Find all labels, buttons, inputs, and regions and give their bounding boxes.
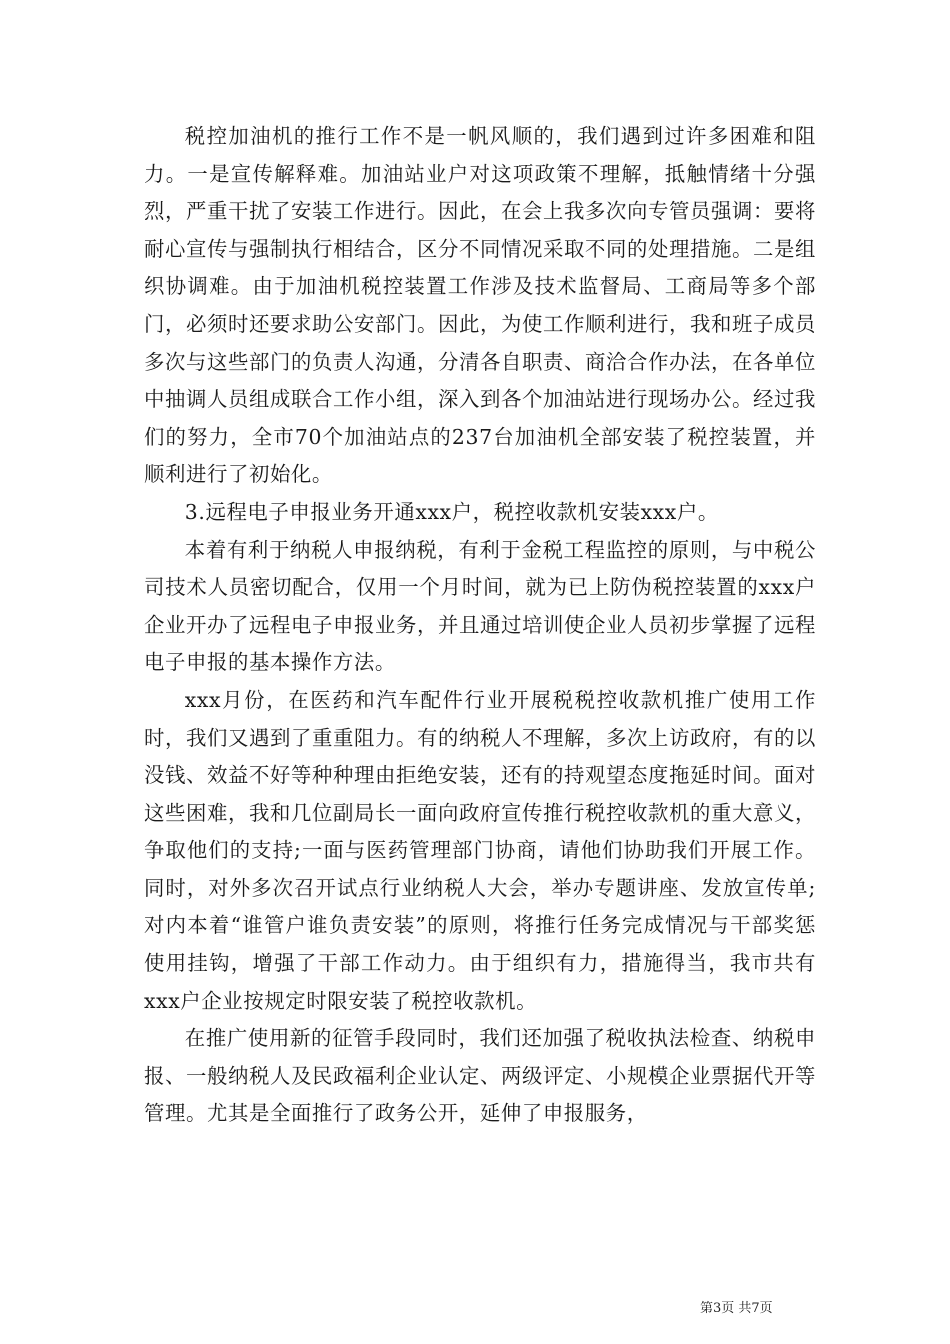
document-body [144, 118, 816, 1133]
paragraph-remote-e-filing: 本着有利于纳税人申报纳税，有利于金税工程监控的原则，与中税公司技术人员密切配合，仅用一个月时间，就为已上防伪税控装置的xxx户企业开办了远程电子申报业务，并且通过培训使企业人员初步掌握了远程电子申报的基本操作方法。 [144, 537, 816, 675]
paragraph-cash-register-promotion: xxx月份，在医药和汽车配件行业开展税税控收款机推广使用工作时，我们又遇到了重重阻力。有的纳税人不理解，多次上访政府，有的以没钱、效益不好等种种理由拒绝安装，还有的持观望态度拖延时间。面对这些困难，我和几位副局长一面向政府宣传推行税控收款机的重大意义，争取他们的支持;一面与医药管理部门协商，请他们协助我们开展工作。同时，对外多次召开试点行业纳税人大会，举办专题讲座、发放宣传单;对内本着“谁管户谁负责安装”的原则，将推行任务完成情况与干部奖惩使用挂钩，增强了干部工作动力。由于组织有力，措施得当，我市共有xxx户企业按规定时限安装了税控收款机。 [144, 687, 816, 1013]
paragraph-tax-control-fuel-dispenser: 税控加油机的推行工作不是一帆风顺的，我们遇到过许多困难和阻力。一是宣传解释难。加油站业户对这项政策不理解，抵触情绪十分强烈，严重干扰了安装工作进行。因此，在会上我多次向专管员强调：要将耐心宣传与强制执行相结合，区分不同情况采取不同的处理措施。二是组织协调难。由于加油机税控装置工作涉及技术监督局、工商局等多个部门，必须时还要求助公安部门。因此，为使工作顺利进行，我和班子成员多次与这些部门的负责人沟通，分清各自职责、商洽合作办法，在各单位中抽调人员组成联合工作小组，深入到各个加油站进行现场办公。经过我们的努力，全市70个加油站点的237台加油机全部安装了税控装置，并顺利进行了初始化。 [144, 124, 816, 487]
paragraph-collection-management: 在推广使用新的征管手段同时，我们还加强了税收执法检查、纳税申报、一般纳税人及民政福利企业认定、两级评定、小规模企业票据代开等管理。尤其是全面推行了政务公开，延伸了申报服务， [144, 1026, 816, 1126]
page-number-footer: 第3页 共7页 [700, 1301, 773, 1316]
paragraph-section-3-heading: 3.远程电子申报业务开通xxx户，税控收款机安装xxx户。 [184, 499, 719, 524]
